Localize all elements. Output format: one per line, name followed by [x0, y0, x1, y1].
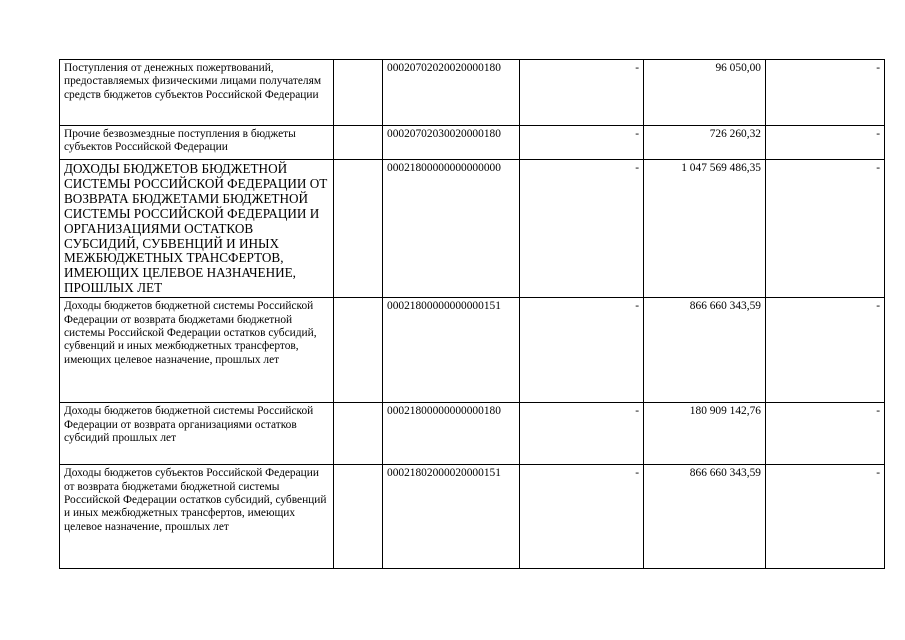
empty-cell	[334, 126, 383, 160]
unexecuted-amount-cell: -	[766, 60, 885, 126]
empty-cell	[334, 160, 383, 298]
revenue-code-cell: 00021800000000000000	[383, 160, 520, 298]
executed-amount-cell: 180 909 142,76	[644, 403, 766, 465]
executed-amount-cell: 1 047 569 486,35	[644, 160, 766, 298]
table-row	[60, 298, 885, 403]
empty-cell	[334, 403, 383, 465]
unexecuted-amount-cell: -	[766, 403, 885, 465]
executed-amount-cell: 96 050,00	[644, 60, 766, 126]
revenue-code-cell: 00020702030020000180	[383, 126, 520, 160]
table-row	[60, 403, 885, 465]
empty-cell	[334, 298, 383, 403]
unexecuted-amount-cell: -	[766, 126, 885, 160]
approved-amount-cell: -	[520, 160, 644, 298]
approved-amount-cell: -	[520, 298, 644, 403]
revenue-name-cell: ДОХОДЫ БЮДЖЕТОВ БЮДЖЕТНОЙ СИСТЕМЫ РОССИЙСКОЙ ФЕДЕРАЦИИ ОТ ВОЗВРАТА БЮДЖЕТАМИ БЮДЖЕТНОЙ СИСТЕМЫ РОССИЙСКОЙ ФЕДЕРАЦИИ И ОРГАНИЗАЦИЯМИ ОСТАТКОВ СУБСИДИЙ, СУБВЕНЦИЙ И ИНЫХ МЕЖБЮДЖЕТНЫХ ТРАНСФЕРТОВ, ИМЕЮЩИХ ЦЕЛЕВОЕ НАЗНАЧЕНИЕ, ПРОШЛЫХ ЛЕТ	[60, 160, 334, 298]
revenue-name-cell: Поступления от денежных пожертвований, предоставляемых физическими лицами получателям средств бюджетов субъектов Российской Федерации	[60, 60, 334, 126]
executed-amount-cell: 866 660 343,59	[644, 465, 766, 569]
revenue-code-cell: 00021802000020000151	[383, 465, 520, 569]
revenue-code-cell: 00021800000000000151	[383, 298, 520, 403]
revenue-code-cell: 00021800000000000180	[383, 403, 520, 465]
revenue-name-cell: Прочие безвозмездные поступления в бюджеты субъектов Российской Федерации	[60, 126, 334, 160]
approved-amount-cell: -	[520, 60, 644, 126]
executed-amount-cell: 726 260,32	[644, 126, 766, 160]
approved-amount-cell: -	[520, 465, 644, 569]
approved-amount-cell: -	[520, 126, 644, 160]
revenue-code-cell: 00020702020020000180	[383, 60, 520, 126]
table-row	[60, 465, 885, 569]
table-row	[60, 126, 885, 160]
approved-amount-cell: -	[520, 403, 644, 465]
table-row	[60, 160, 885, 298]
unexecuted-amount-cell: -	[766, 465, 885, 569]
table-row	[60, 60, 885, 126]
empty-cell	[334, 60, 383, 126]
revenue-name-cell: Доходы бюджетов субъектов Российской Федерации от возврата бюджетами бюджетной системы Российской Федерации остатков субсидий, субвенций и иных межбюджетных трансфертов, имеющих целевое назначение, прошлых лет	[60, 465, 334, 569]
unexecuted-amount-cell: -	[766, 298, 885, 403]
executed-amount-cell: 866 660 343,59	[644, 298, 766, 403]
empty-cell	[334, 465, 383, 569]
revenue-name-cell: Доходы бюджетов бюджетной системы Российской Федерации от возврата бюджетами бюджетной системы Российской Федерации остатков субсидий, субвенций и иных межбюджетных трансфертов, имеющих целевое назначение, прошлых лет	[60, 298, 334, 403]
budget-revenue-table	[59, 59, 885, 569]
unexecuted-amount-cell: -	[766, 160, 885, 298]
revenue-name-cell: Доходы бюджетов бюджетной системы Российской Федерации от возврата организациями остатков субсидий прошлых лет	[60, 403, 334, 465]
